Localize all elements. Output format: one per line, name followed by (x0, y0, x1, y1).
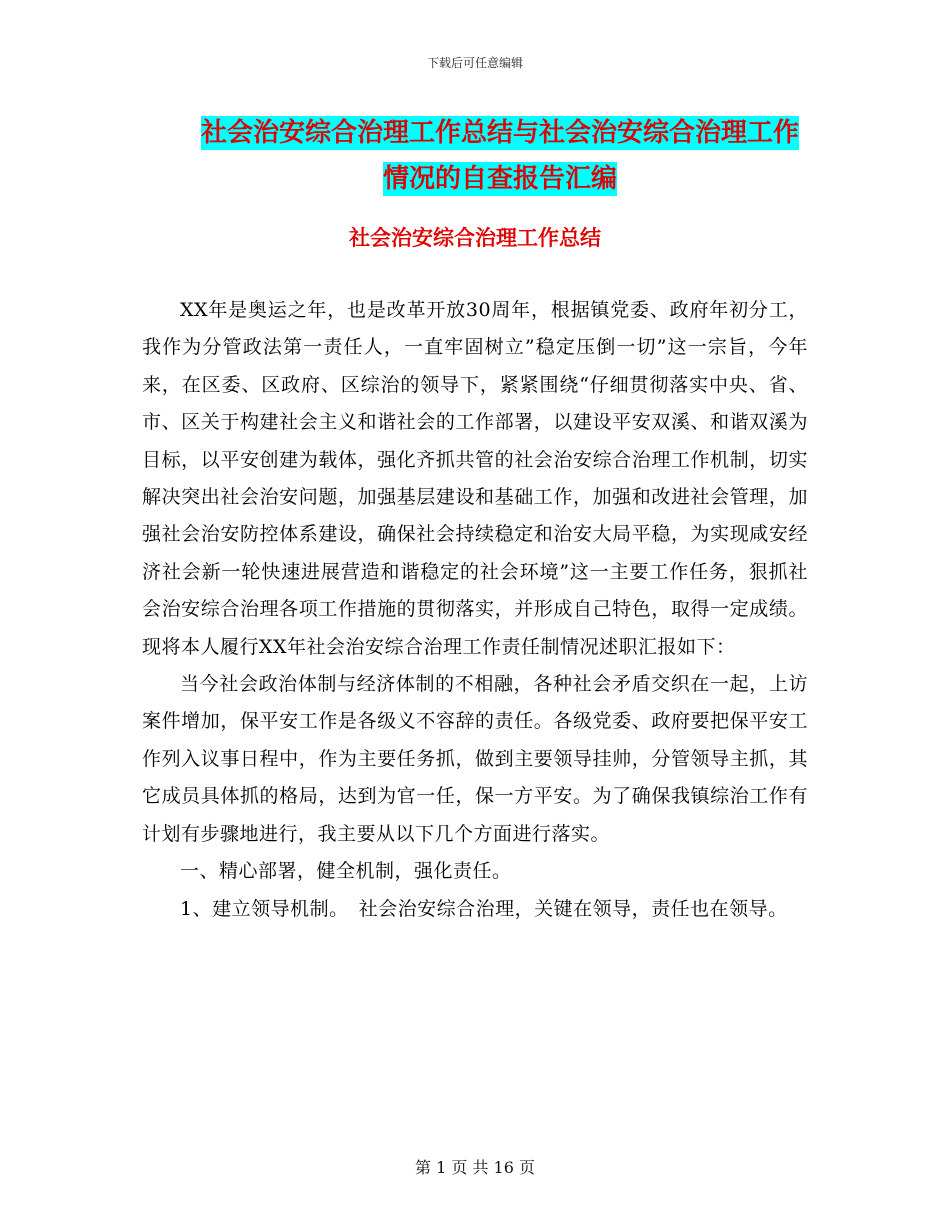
paragraph: 一、精心部署，健全机制，强化责任。 (180, 860, 512, 883)
paragraph: 当今社会政治体制与经济体制的不相融，各种社会矛盾交织在一起，上访案件增加，保平安工作是各级义不容辞的责任。各级党委、政府要把保平安工作列入议事日程中，作为主要任务抓，做到主要领导挂帅，分管领导主抓，其它成员具体抓的格局，达到为官一任，保一方平安。为了确保我镇综治工作有计划有步骤地进行，我主要从以下几个方面进行落实。 (142, 673, 808, 845)
header-note: 下载后可任意编辑 (426, 56, 523, 70)
section-title: 社会治安综合治理工作总结 (349, 225, 601, 250)
page-number: 第 1 页 共 16 页 (415, 1158, 535, 1177)
paragraph: 1、建立领导机制。 社会治安综合治理，关键在领导，责任也在领导。 (180, 897, 788, 920)
title-line-1: 社会治安综合治理工作总结与社会治安综合治理工作 (200, 118, 799, 148)
document-title (150, 110, 850, 202)
body-text (142, 292, 808, 928)
paragraph: XX年是奥运之年，也是改革开放30周年，根据镇党委、政府年初分工，我作为分管政法第一责任人，一直牢固树立”稳定压倒一切”这一宗旨，今年来，在区委、区政府、区综治的领导下，紧紧围绕“仔细贯彻落实中央、省、市、区关于构建社会主义和谐社会的工作部署，以建设平安双溪、和谐双溪为目标，以平安创建为载体，强化齐抓共管的社会治安综合治理工作机制，切实解决突出社会治安问题，加强基层建设和基础工作，加强和改进社会管理，加强社会治安防控体系建设，确保社会持续稳定和治安大局平稳，为实现咸安经济社会新一轮快速进展营造和谐稳定的社会环境”这一主要工作任务，狠抓社会治安综合治理各项工作措施的贯彻落实，并形成自己特色，取得一定成绩。现将本人履行XX年社会治安综合治理工作责任制情况述职汇报如下： (142, 299, 808, 658)
title-line-2: 情况的自查报告汇编 (382, 164, 617, 194)
